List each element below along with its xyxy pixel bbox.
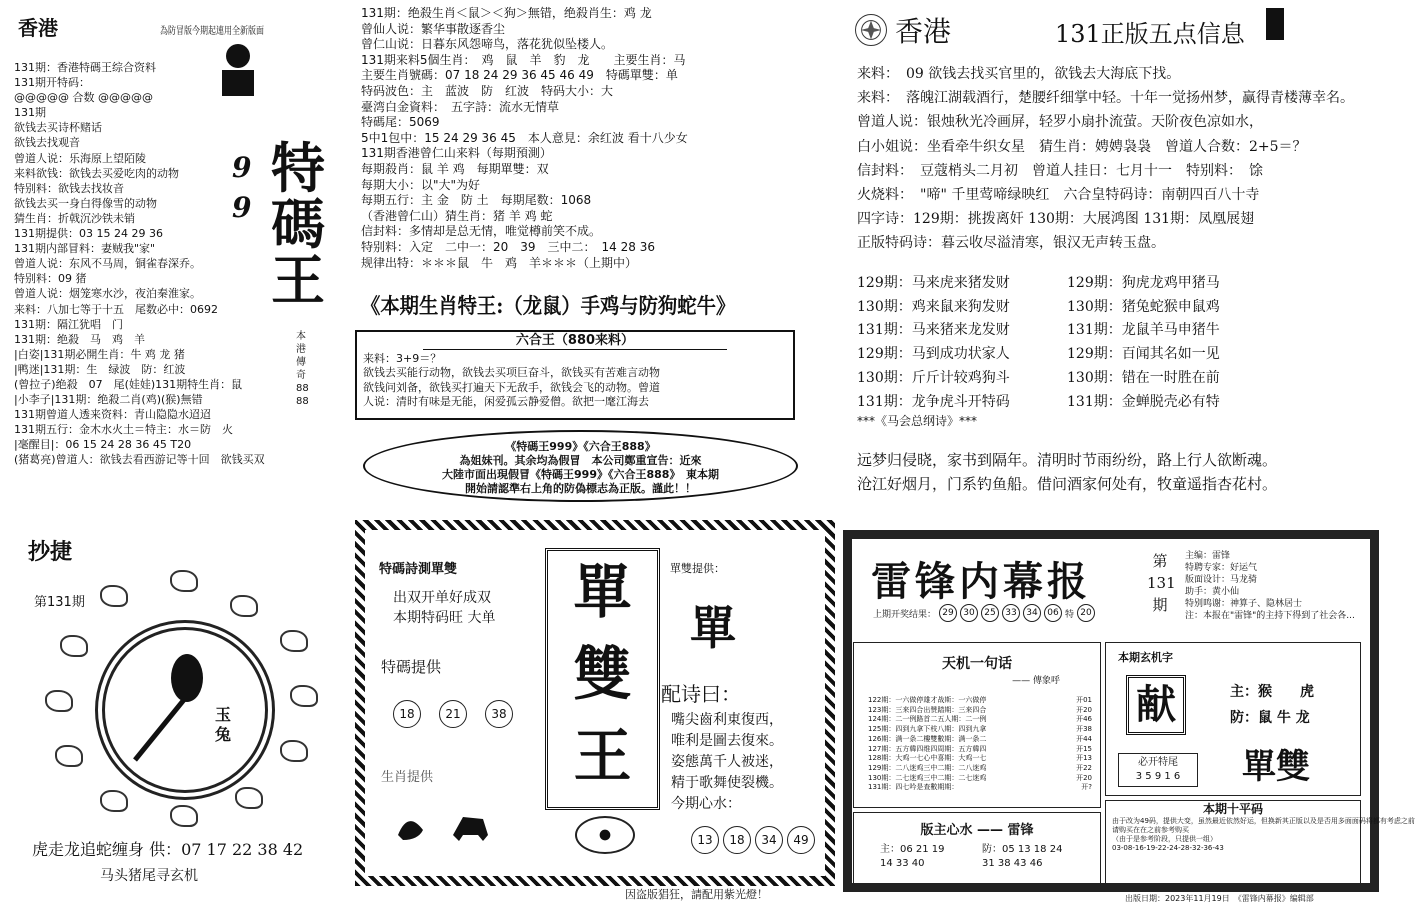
notice-ellipse xyxy=(363,430,798,502)
zodiac-animal-icon xyxy=(45,690,73,712)
poem-heading: 配诗曰： xyxy=(661,682,741,706)
hk-label: 香港 xyxy=(895,15,952,48)
period-label: 第131期 xyxy=(34,595,85,610)
period-entry: 129期：马来虎来猪发财 xyxy=(857,275,1010,291)
editor-pick-section xyxy=(853,812,1101,886)
info-line: 火烧料： "啼" 千里莺啼绿映红 六合皇特码诗：南朝四百八十寺 xyxy=(857,187,1260,204)
tail-line: 3 5 9 1 6 xyxy=(1135,771,1181,782)
info-line: 曾仙人说：繁华事散逐香尘 xyxy=(361,21,506,36)
info-line: 特码波色：主 蓝波 防 红波 特码大小：大 xyxy=(361,83,614,98)
info-line: 131期五行：金木水火土＝特主：水＝防 火 xyxy=(14,423,233,437)
ten-code-line: 由于改为49码，提供大变，虽然最近依然好运，但换新其正版以及是否用多面面码将都有考虑之前 xyxy=(1112,817,1415,825)
info-line: 欲钱去买一身白得像雪的动物 xyxy=(14,196,157,210)
draw-ball: 33 xyxy=(1002,604,1020,622)
poem xyxy=(857,448,1382,496)
zodiac-banner: 《本期生肖特王:（龙鼠）手鸡与防狗蛇牛》 xyxy=(361,293,736,318)
period-entry: 130期：斤斤计较鸡狗斗 xyxy=(857,369,1010,386)
info-lines xyxy=(14,60,324,468)
section-title: 本期十平码 xyxy=(1202,802,1263,816)
poem-lines xyxy=(671,710,783,815)
odd-even-poem xyxy=(393,588,495,628)
history-row: 123期：三来四合出赞踏期：三来四合 开20 xyxy=(868,705,1092,714)
info-line: 曾仁山说：日暮东风怨啼鸟，落花犹似坠楼人。 xyxy=(361,37,614,52)
poem-line: 本期特码旺 大单 xyxy=(393,610,496,626)
zodiac-wheel xyxy=(95,620,275,800)
info-line: 白小姐说：坐看牵牛织女星 猜生肖：娉娉袅袅 曾道人合数：2+5＝？ xyxy=(857,138,1307,155)
info-line: (曾拉子)绝殺 07 尾(娃娃)131期特生肖：鼠 xyxy=(14,377,243,391)
draw-ball: 29 xyxy=(939,604,957,622)
ten-code-line: （由于是参考阶段，只提供一组） xyxy=(1112,835,1217,843)
number-line: 31 38 43 46 xyxy=(982,858,1043,869)
big-char: 王 xyxy=(573,722,632,790)
info-line: 曾道人说：银烛秋光冷画屏，轻罗小扇扑流萤。天阶夜色凉如水， xyxy=(857,114,1263,131)
period-entry: 129期：百闻其名如一见 xyxy=(1067,346,1220,363)
number-line: 防：05 13 18 24 xyxy=(982,844,1063,855)
period-grid xyxy=(857,272,1377,414)
panel-header: 香港 xyxy=(18,16,58,40)
jade-rabbit-label: 玉兔 xyxy=(215,705,232,744)
poem-line: 远梦归侵晓，家书到隔年。清明时节雨纷纷，路上行人欲断魂。 xyxy=(857,451,1278,469)
info-line: 131期：香港特碼王综合资料 xyxy=(14,61,156,74)
big-char: 單 xyxy=(573,558,632,626)
issue-number: 第131期 xyxy=(1147,552,1176,614)
info-line: 每期五行：主 金 防 土 每期尾数：1068 xyxy=(361,193,592,208)
number-ball: 38 xyxy=(485,700,513,728)
box-line: 人说：清时有味是无能，闲爱孤云静爱僧。欲把一麾江海去 xyxy=(363,395,649,408)
zodiac-animal-icon xyxy=(100,585,128,607)
flower-icon xyxy=(575,816,635,854)
info-line: @@@@@ 合数 @@@@@ xyxy=(14,91,153,105)
info-line: 曾道人说：乐海原上望陌陵 xyxy=(14,151,146,165)
odd-char: 單 xyxy=(690,601,736,655)
vertical-title: 特碼王 xyxy=(271,136,325,312)
info-line: 每期殺肖：鼠 羊 鸡 每期單雙：双 xyxy=(361,161,549,176)
key-character: 献 xyxy=(1126,675,1186,735)
draw-ball: 30 xyxy=(960,604,978,622)
period-entry: 131期：马来猪来龙发财 xyxy=(857,322,1010,339)
code-numbers xyxy=(393,700,513,728)
period-entry: 131期：龙鼠羊马申猪牛 xyxy=(1067,322,1220,339)
info-line: 欲钱去买诗杯赌话 xyxy=(14,121,102,135)
zodiac-animal-icon xyxy=(55,745,83,767)
info-line: 猜生肖：折戟沉沙铁未销 xyxy=(14,211,135,225)
big-title-box xyxy=(545,548,660,810)
info-line: 臺湾白金資料： 五字詩：流水无情草 xyxy=(361,99,560,114)
notice-line: 開始請認準右上角的防偽標志為正版。謹此！！ xyxy=(465,482,696,495)
section-title: 特碼詩測單雙 xyxy=(379,562,458,577)
period-entry: 129期：马到成功状家人 xyxy=(857,346,1010,363)
info-line: 131期提供：03 15 24 29 36 xyxy=(14,227,163,241)
period-entry: 129期：狗虎龙鸡甲猪马 xyxy=(1067,275,1220,291)
anti-fake-note: 為防冒版今期起連用全新版面 xyxy=(160,26,264,37)
zodiac-animal-icon xyxy=(235,787,263,809)
number-line: 主：06 21 19 xyxy=(880,844,945,855)
tail-box xyxy=(1118,753,1198,787)
ten-codes-section xyxy=(1105,800,1415,886)
history-row: 122期：一六做停雄才战斯：一六做停 开01 xyxy=(868,696,1092,704)
info-line: 特碼尾：5069 xyxy=(361,115,440,130)
publish-date: 出版日期：2023年11月19日 《雷锋内幕报》编辑部 xyxy=(1125,894,1314,903)
info-line: 来料： 09 欲钱去找买官里的，欲钱去大海底下找。 xyxy=(857,66,1181,82)
poem-source: ***《马会总纲诗》*** xyxy=(857,414,978,428)
code-provide-label: 特碼提供 xyxy=(381,658,442,676)
draw-ball: 06 xyxy=(1044,604,1062,622)
info-line: 131期曾道人透来资料：青山隐隐水迢迢 xyxy=(14,408,211,422)
zodiac-provide-label: 生肖提供 xyxy=(381,770,434,785)
info-line: |白姿|131期必開生肖：牛 鸡 龙 猪 xyxy=(14,347,185,361)
special-label: 特 xyxy=(1065,609,1075,620)
provide-label: 單雙提供： xyxy=(670,562,725,575)
zodiac-animal-icon xyxy=(280,740,308,762)
info-line: 四字诗：129期：挑拨离奸 130期：大展鸿图 131期：凤凰展翅 xyxy=(857,211,1255,228)
info-line: 来料： 落魄江湖载酒行，楚腰纤细掌中轻。十年一觉扬州梦，赢得青楼薄幸名。 xyxy=(857,90,1354,107)
info-line: 131期：绝殺 马 鸡 羊 xyxy=(14,332,145,346)
section-author: —— 傳象呼 xyxy=(1012,676,1060,686)
info-line: 131期：隔江犹唱 门 xyxy=(14,317,123,331)
draw-ball: 34 xyxy=(1023,604,1041,622)
meta-line: 主编：雷锋 xyxy=(1185,551,1231,561)
sword-icon xyxy=(105,630,265,790)
logo-mark xyxy=(1266,8,1284,40)
history-row: 125期：四到九拿下枝八期：四到九拿 开38 xyxy=(868,725,1092,734)
info-line: |毫醒目|：06 15 24 28 36 45 T20 xyxy=(14,438,192,452)
zodiac-animal-icon xyxy=(60,635,88,657)
meta-line: 注：本报在"雷锋"的主持下得到了社会各... xyxy=(1185,611,1355,621)
hk-emblem-icon xyxy=(855,14,887,46)
big-char: 雙 xyxy=(573,640,632,708)
panel-tema-wang xyxy=(0,0,345,515)
poem-line: 姿態萬千人被迷， xyxy=(671,754,783,770)
number-ball: 18 xyxy=(723,826,751,854)
poem-line: 唯利是圖去復來。 xyxy=(671,733,783,749)
panel-header: 抄捷 xyxy=(28,540,73,565)
history-row: 128期：大鸡一七心中喜期：大鸡一七 开13 xyxy=(868,754,1092,763)
zodiac-animal-icon xyxy=(170,805,198,827)
tianji-section xyxy=(853,642,1101,808)
box-title: 六合王（880来料） xyxy=(423,334,727,350)
info-line: 信封料：多情却是总无情，唯觉樽前笑不成。 xyxy=(361,224,602,239)
info-line: 正版特码诗：暮云收尽溢清寒，银汉无声转玉盘。 xyxy=(857,235,1165,252)
info-line: 欲钱去找观音 xyxy=(14,136,80,150)
info-line: 每期大小：以"大"为好 xyxy=(361,177,481,192)
info-line: 131期来料5個生肖： 鸡 鼠 羊 豹 龙 主要生肖：马 xyxy=(361,52,686,67)
history-row: 130期：二七迷鸡三中二期：二七迷鸡 开20 xyxy=(868,773,1092,782)
info-line: 131期开特码： xyxy=(14,76,90,90)
liuhe-box xyxy=(355,330,795,420)
info-line: 来料欲钱：欲钱去买爱吃肉的动物 xyxy=(14,166,179,180)
period-entry: 130期：错在一时胜在前 xyxy=(1067,369,1220,386)
poem-line: 精于歌舞使裂機。 xyxy=(671,775,783,791)
number-ball: 13 xyxy=(691,826,719,854)
info-line: 主要生肖號碼：07 18 24 29 36 45 46 49 特碼單雙：单 xyxy=(361,68,678,83)
panel-leifeng-neimu xyxy=(843,520,1415,908)
zodiac-hint: 马头猪尾寻玄机 xyxy=(100,868,198,884)
tip-numbers xyxy=(691,826,815,854)
xuanji-section xyxy=(1105,642,1361,796)
number-ball: 21 xyxy=(439,700,467,728)
backup-numbers xyxy=(982,843,1062,871)
info-line: 曾道人说：烟笼寒水沙，夜泊秦淮家。 xyxy=(14,287,201,301)
history-row: 126期：满一条二樓雙數期：满一条二 开44 xyxy=(868,734,1092,743)
footer-note: 因盗版猖狂，請配用紫光燈！ xyxy=(625,888,768,901)
side-small-text: 本港傳奇8888 xyxy=(296,331,309,407)
info-line: 特别料：入定 二中一：20 39 三中二： 14 28 36 xyxy=(361,239,655,254)
notice-line: 《特碼王999》《六合王888》 xyxy=(505,440,656,453)
info-line: 规律出特：＊＊＊鼠 牛 鸡 羊＊＊＊（上期中） xyxy=(361,255,638,270)
meta-line: 版面设计：马龙骑 xyxy=(1185,575,1258,585)
history-row: 124期：二一例路首二五人期：二一例 开46 xyxy=(868,715,1092,724)
info-line: 来料：八加七等于十五 尾数必中：0692 xyxy=(14,302,218,316)
zodiac-animal-icon xyxy=(230,595,258,617)
draw-label: 上期开奖结果： xyxy=(873,609,937,620)
meta-line: 助手：黄小仙 xyxy=(1185,587,1240,597)
meta-line: 特别鸣谢：神算子、隐林居士 xyxy=(1185,599,1303,609)
info-line: 5中1包中：15 24 29 36 45 本人意見：余红波 看十八少女 xyxy=(361,130,688,145)
info-lines xyxy=(857,62,1382,256)
history-rows xyxy=(868,696,1092,793)
box-line: 欲钱去买能行动物，欲钱去买项巨奋斗，欲钱买有苦难言动物 xyxy=(363,366,660,379)
newspaper-title: 雷锋内幕报 xyxy=(871,558,1091,605)
zodiac-animals-icon xyxy=(393,805,493,845)
poem-line: 嘴尖齒利東復西， xyxy=(671,712,783,728)
draw-ball: 25 xyxy=(981,604,999,622)
zodiac-animal-icon xyxy=(100,790,128,812)
masthead-meta xyxy=(1185,550,1365,622)
period-entry: 130期：鸡来鼠来狗发财 xyxy=(857,298,1010,315)
period-entry: 131期：龙争虎斗开特码 xyxy=(857,393,1010,410)
period-entry: 131期：金蝉脱壳必有特 xyxy=(1067,393,1220,410)
poem-line: 出双开单好成双 xyxy=(393,590,491,606)
info-line: (猪葛亮)曾道人：欲钱去看西游记等十回 欲钱买双 xyxy=(14,453,265,467)
section-title: 本期玄机字 xyxy=(1118,651,1173,664)
info-line: 特别料：欲钱去找妆音 xyxy=(14,181,124,195)
zodiac-animal-icon xyxy=(280,630,308,652)
info-lines xyxy=(361,6,831,271)
info-line: 曾道人说：东风不马周，铜雀春深乔。 xyxy=(14,257,201,271)
ten-code-line: 03-08-16-19-22-24-28-32-36-43 xyxy=(1112,844,1224,852)
info-line: 131期内部冒料：妻贼我"家" xyxy=(14,242,156,256)
nine-mark: 9 9 xyxy=(232,151,252,224)
box-line: 欲钱问刘备，欲钱买打遍天下无敌手，欲钱会飞的动物。曾道 xyxy=(363,380,660,394)
poem-line: 今期心水： xyxy=(671,796,741,812)
number-line: 14 33 40 xyxy=(880,858,925,869)
poem-line: 沧江好烟月，门系钓鱼船。借问酒家何处有，牧童遥指杏花村。 xyxy=(857,475,1278,493)
panel-zodiac-wheel xyxy=(0,525,345,908)
history-row: 127期：五方韓四维四周期：五方韓四 开15 xyxy=(868,744,1092,753)
zodiac-animal-icon xyxy=(170,570,198,592)
section-title: 天机一句话 xyxy=(942,656,1012,672)
panel-five-point-info xyxy=(845,0,1388,515)
notice-line: 大陸市面出現假冒《特碼王999》《六合王888》 東本期 xyxy=(442,468,719,481)
number-ball: 49 xyxy=(787,826,815,854)
number-ball: 18 xyxy=(393,700,421,728)
info-line: 特别料：09 猪 xyxy=(14,272,87,286)
page-title: 131正版五点信息 xyxy=(1055,20,1245,48)
zodiac-picks: 主：猴 虎 防：鼠 牛 龙 xyxy=(1230,684,1314,726)
info-line: 131期：绝殺生肖＜鼠＞＜狗＞無错，绝殺肖生：鸡 龙 xyxy=(361,6,652,20)
info-line: |小李子|131期：绝殺二肖(鸡)(猴)無错 xyxy=(14,393,203,407)
info-line: 131期 xyxy=(14,106,46,120)
main-numbers xyxy=(880,843,945,871)
info-line: 信封料： 豆蔻梢头二月初 曾道人挂日：七月十一 特别料： 馀 xyxy=(857,162,1263,179)
panel-zeng-ren-shan xyxy=(355,0,835,515)
box-line: 来料：3+9＝？ xyxy=(363,351,442,365)
period-entry: 130期：猪兔蛇猴申鼠鸡 xyxy=(1067,298,1220,315)
panel-dan-shuang-wang xyxy=(355,520,835,901)
last-draw-results xyxy=(873,604,1095,622)
number-ball: 34 xyxy=(755,826,783,854)
tail-line: 必开特尾 xyxy=(1138,757,1178,768)
info-line: （香港曾仁山）猜生肖：猪 羊 鸡 蛇 xyxy=(361,208,553,223)
zodiac-riddle: 虎走龙追蛇缠身 供：07 17 22 38 42 xyxy=(32,840,304,859)
zodiac-animal-icon xyxy=(290,685,318,707)
ten-code-line: 请购买在在之前参考购买 xyxy=(1112,826,1189,834)
info-line: |鸭迷|131期：生 绿波 防：红波 xyxy=(14,362,186,376)
draw-ball: 20 xyxy=(1077,604,1095,622)
notice-line: 為姐妹刊。其余均為假冒 本公司鄭重宣告：近來 xyxy=(459,454,702,467)
history-row: 131期：四七吟是查數期期： 开? xyxy=(868,783,1092,792)
history-row: 129期：二八迷鸡三中二期：二八迷鸡 开22 xyxy=(868,763,1092,772)
meta-line: 特聘专家：好运气 xyxy=(1185,563,1258,573)
odd-even-title: 單雙 xyxy=(1242,747,1310,787)
info-line: 131期香港曾仁山来料（每期預測） xyxy=(361,146,552,161)
section-title: 版主心水 —— 雷锋 xyxy=(920,823,1034,838)
